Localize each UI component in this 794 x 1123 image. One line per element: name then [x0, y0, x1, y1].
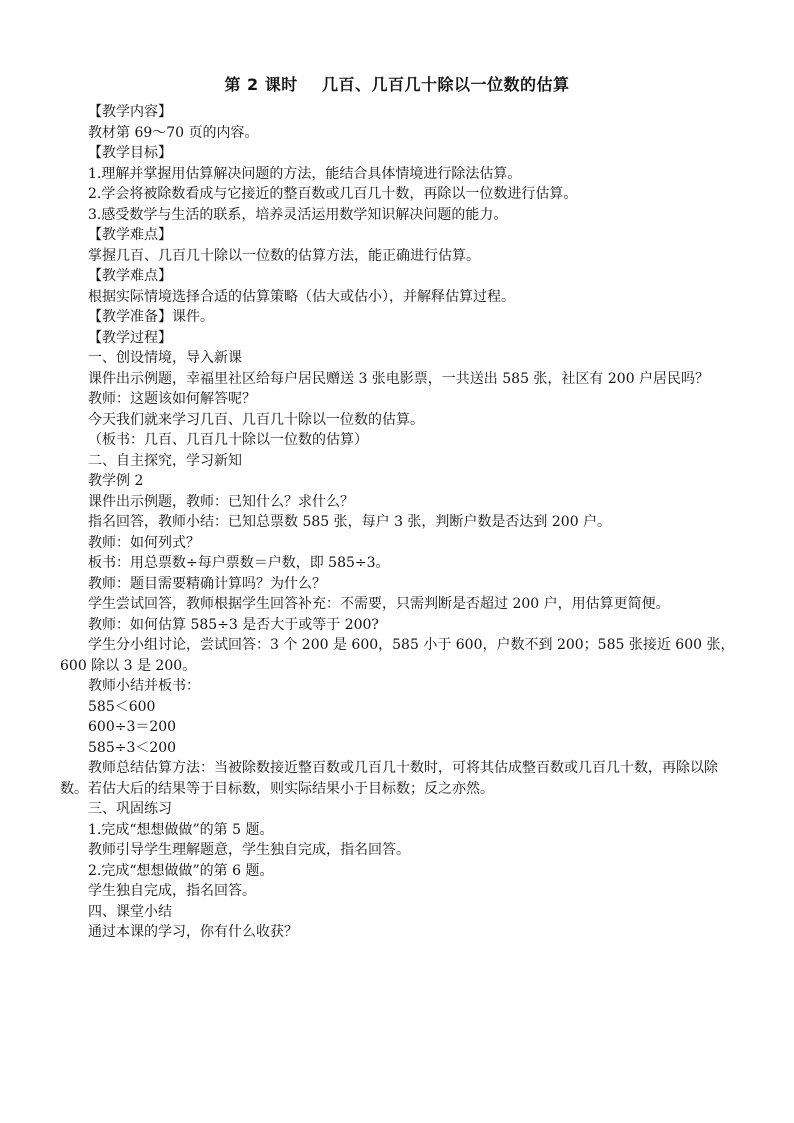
paragraph: 【教学难点】 — [88, 268, 172, 284]
paragraph: 教学例 2 — [88, 473, 144, 489]
paragraph: 板书：用总票数÷每户票数＝户数，即 585÷3。 — [88, 555, 390, 571]
paragraph: 教师：题目需要精确计算吗？为什么？ — [88, 575, 326, 592]
paragraph: 通过本课的学习，你有什么收获？ — [88, 924, 298, 940]
paragraph: 教师：如何估算 585÷3 是否大于或等于 200? — [88, 616, 379, 633]
paragraph: 【教学难点】 — [88, 227, 172, 243]
paragraph: 今天我们就来学习几百、几百几十除以一位数的估算。 — [88, 411, 424, 428]
paragraph: 二、自主探究，学习新知 — [88, 452, 242, 469]
paragraph: 【教学内容】 — [88, 104, 172, 120]
paragraph: 掌握几百、几百几十除以一位数的估算方法，能正确进行估算。 — [88, 247, 480, 264]
paragraph: 教材第 69～70 页的内容。 — [88, 124, 259, 141]
paragraph: 【教学过程】 — [88, 329, 172, 346]
paragraph: 指名回答，教师小结：已知总票数 585 张，每户 3 张，判断户数是否达到 200 户。 — [88, 514, 612, 530]
lesson-body — [60, 102, 740, 943]
paragraph: 教师引导学生理解题意，学生独自完成，指名回答。 — [88, 842, 410, 858]
paragraph: （板书：几百、几百几十除以一位数的估算） — [88, 432, 368, 448]
paragraph: 课件出示例题，幸福里社区给每户居民赠送 3 张电影票，一共送出 585 张，社区有 200 户居民吗？ — [88, 370, 710, 387]
paragraph: 1.理解并掌握用估算解决问题的方法，能结合具体情境进行除法估算。 — [88, 165, 522, 182]
paragraph: 学生独自完成，指名回答。 — [88, 883, 256, 899]
paragraph: 一、创设情境，导入新课 — [88, 350, 242, 366]
paragraph: 585÷3＜200 — [88, 739, 177, 756]
lesson-title: 第 2 课时 几百、几百几十除以一位数的估算 — [224, 75, 570, 94]
paragraph: 【教学目标】 — [88, 145, 172, 161]
paragraph: 教师：如何列式？ — [88, 534, 200, 551]
paragraph: 1.完成“想想做做”的第 5 题。 — [88, 821, 274, 838]
paragraph: 教师小结并板书： — [88, 678, 200, 694]
paragraph: 2.完成“想想做做”的第 6 题。 — [88, 862, 274, 879]
paragraph: 585＜600 — [88, 698, 156, 715]
paragraph: 教师：这题该如何解答呢？ — [88, 391, 256, 407]
paragraph: 四、课堂小结 — [88, 903, 172, 920]
paragraph: 3.感受数学与生活的联系，培养灵活运用数学知识解决问题的能力。 — [88, 206, 508, 223]
paragraph: 学生分小组讨论，尝试回答：3 个 200 是 600，585 小于 600，户数不到 200；585 张接近 600 张，600 除以 3 是 200。 — [60, 637, 735, 674]
paragraph: 学生尝试回答，教师根据学生回答补充：不需要，只需判断是否超过 200 户，用估算更简便。 — [88, 596, 670, 612]
paragraph: 2.学会将被除数看成与它接近的整百数或几百几十数，再除以一位数进行估算。 — [88, 186, 578, 202]
paragraph: 三、巩固练习 — [88, 801, 172, 817]
paragraph: 教师总结估算方法：当被除数接近整百数或几百几十数时，可将其估成整百数或几百几十数，再除以除数。若估大后的结果等于目标数，则实际结果小于目标数；反之亦然。 — [60, 760, 718, 797]
paragraph: 根据实际情境选择合适的估算策略（估大或估小），并解释估算过程。 — [88, 288, 515, 305]
paragraph: 【教学准备】课件。 — [88, 309, 214, 325]
paragraph: 课件出示例题，教师：已知什么？求什么？ — [88, 493, 354, 510]
paragraph: 600÷3＝200 — [88, 719, 177, 735]
